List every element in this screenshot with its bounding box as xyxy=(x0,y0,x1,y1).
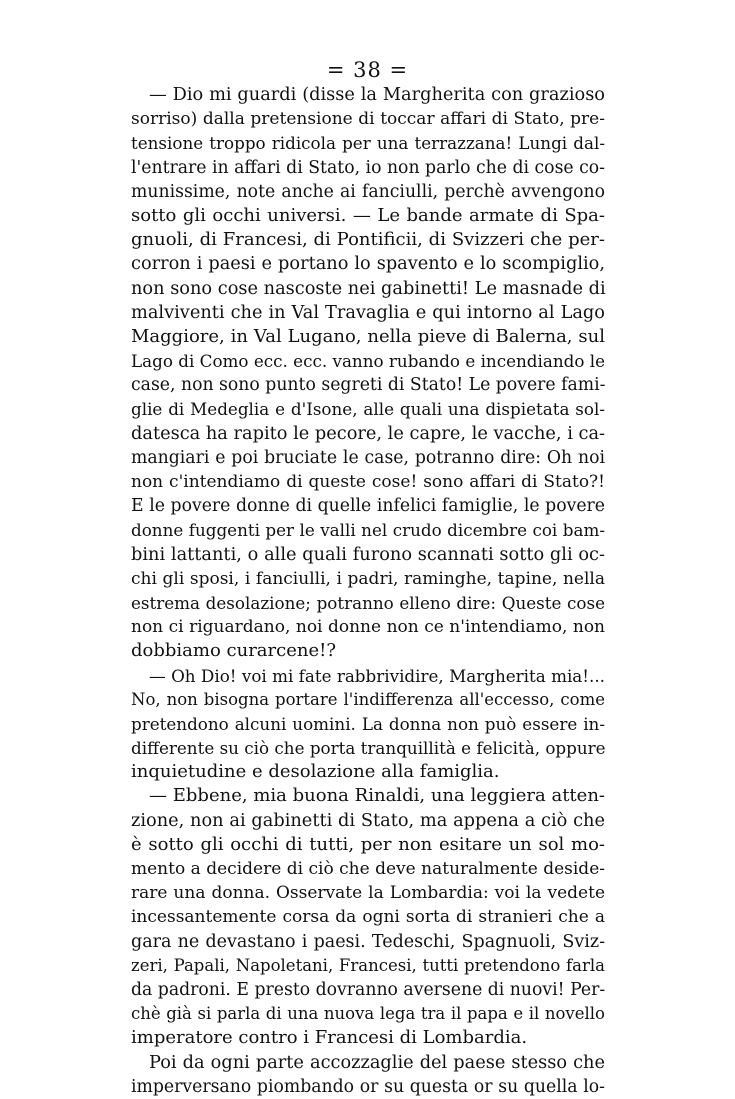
text-line: — Dio mi guardi (disse la Margherita con grazioso xyxy=(149,85,605,105)
text-line: case, non sono punto segreti di Stato! Le povere fami- xyxy=(131,375,606,396)
text-line: datesca ha rapito le pecore, le capre, le vacche, i ca- xyxy=(131,423,606,444)
text-line: — Ebbene, mia buona Rinaldi, una leggiera atten- xyxy=(149,785,605,807)
text-line: malviventi che in Val Travaglia e qui intorno al Lago xyxy=(131,302,605,323)
page-number: = 38 = xyxy=(326,58,409,82)
text-line: pretendono alcuni uomini. La donna non può essere in- xyxy=(131,713,605,734)
text-line: bini lattanti, o alle quali furono scannati sotto gli oc- xyxy=(131,544,605,565)
text-line: No, non bisogna portare l'indifferenza all'eccesso, come xyxy=(131,689,605,709)
text-line: chè già si parla di una nuova lega tra il papa e il novello xyxy=(131,1004,605,1024)
text-line: chi gli sposi, i fanciulli, i padri, raminghe, tapine, nella xyxy=(131,568,605,589)
text-line: è sotto gli occhi di tutti, per non esitare un sol mo- xyxy=(131,833,605,855)
text-line: l'entrare in affari di Stato, io non parlo che di cose co- xyxy=(131,157,605,178)
text-line: rare una donna. Osservate la Lombardia: voi la vedete xyxy=(131,883,605,904)
text-line: imperatore contro i Francesi di Lombardia. xyxy=(131,1027,528,1049)
text-line: da padroni. E presto dovranno aversene di nuovi! Per- xyxy=(131,979,606,1000)
text-line: Lago di Como ecc. ecc. vanno rubando e incendiando le xyxy=(131,351,606,372)
text-line: E le povere donne di quelle infelici famiglie, le povere xyxy=(131,496,605,517)
text-line: estrema desolazione; potranno elleno dire: Queste cose xyxy=(131,592,605,613)
text-line: sorriso) dalla pretensione di toccar affari di Stato, pre- xyxy=(131,109,605,130)
text-line: tensione troppo ridicola per una terrazzana! Lungi dal- xyxy=(131,133,605,154)
text-line: gara ne devastano i paesi. Tedeschi, Spagnuoli, Sviz- xyxy=(131,931,605,952)
text-line: gnuoli, di Francesi, di Pontificii, di Svizzeri che per- xyxy=(131,229,605,251)
text-line: non c'intendiamo di queste cose! sono affari di Stato?! xyxy=(131,472,605,492)
text-line: mento a decidere di ciò che deve naturalmente deside- xyxy=(131,859,605,879)
text-line: Maggiore, in Val Lugano, nella pieve di Balerna, sul xyxy=(131,325,605,347)
text-line: incessantemente corsa da ogni sorta di stranieri che a xyxy=(131,907,605,928)
text-line: differente su ciò che porta tranquillità e felicità, oppure xyxy=(131,738,606,759)
text-line: — Oh Dio! voi mi fate rabbrividire, Margherita mia!... xyxy=(149,665,605,686)
text-line: zeri, Papali, Napoletani, Francesi, tutti pretendono farla xyxy=(131,955,605,975)
body-text xyxy=(131,83,605,1099)
text-line: munissime, note anche ai fanciulli, perchè avvengono xyxy=(131,181,605,202)
text-line: Poi da ogni parte accozzaglie del paese stesso che xyxy=(149,1052,605,1073)
text-line: mangiari e poi bruciate le case, potranno dire: Oh noi xyxy=(131,447,605,468)
text-line: inquietudine e desolazione alla famiglia. xyxy=(131,761,500,783)
text-line: non sono cose nascoste nei gabinetti! Le masnade di xyxy=(131,278,606,299)
text-line: corron i paesi e portano lo spavento e lo scompiglio, xyxy=(131,254,605,275)
text-line: glie di Medeglia e d'Isone, alle quali una dispietata sol- xyxy=(131,399,605,420)
text-line: dobbiamo curarcene!? xyxy=(131,640,336,662)
text-line: non ci riguardano, noi donne non ce n'intendiamo, non xyxy=(131,617,605,638)
text-line: donne fuggenti per le valli nel crudo dicembre coi bam- xyxy=(131,520,605,541)
text-line: sotto gli occhi universi. — Le bande armate di Spa- xyxy=(131,204,605,226)
text-line: imperversano piombando or su questa or su quella lo- xyxy=(131,1076,605,1097)
text-line: zione, non ai gabinetti di Stato, ma appena a ciò che xyxy=(131,810,605,831)
